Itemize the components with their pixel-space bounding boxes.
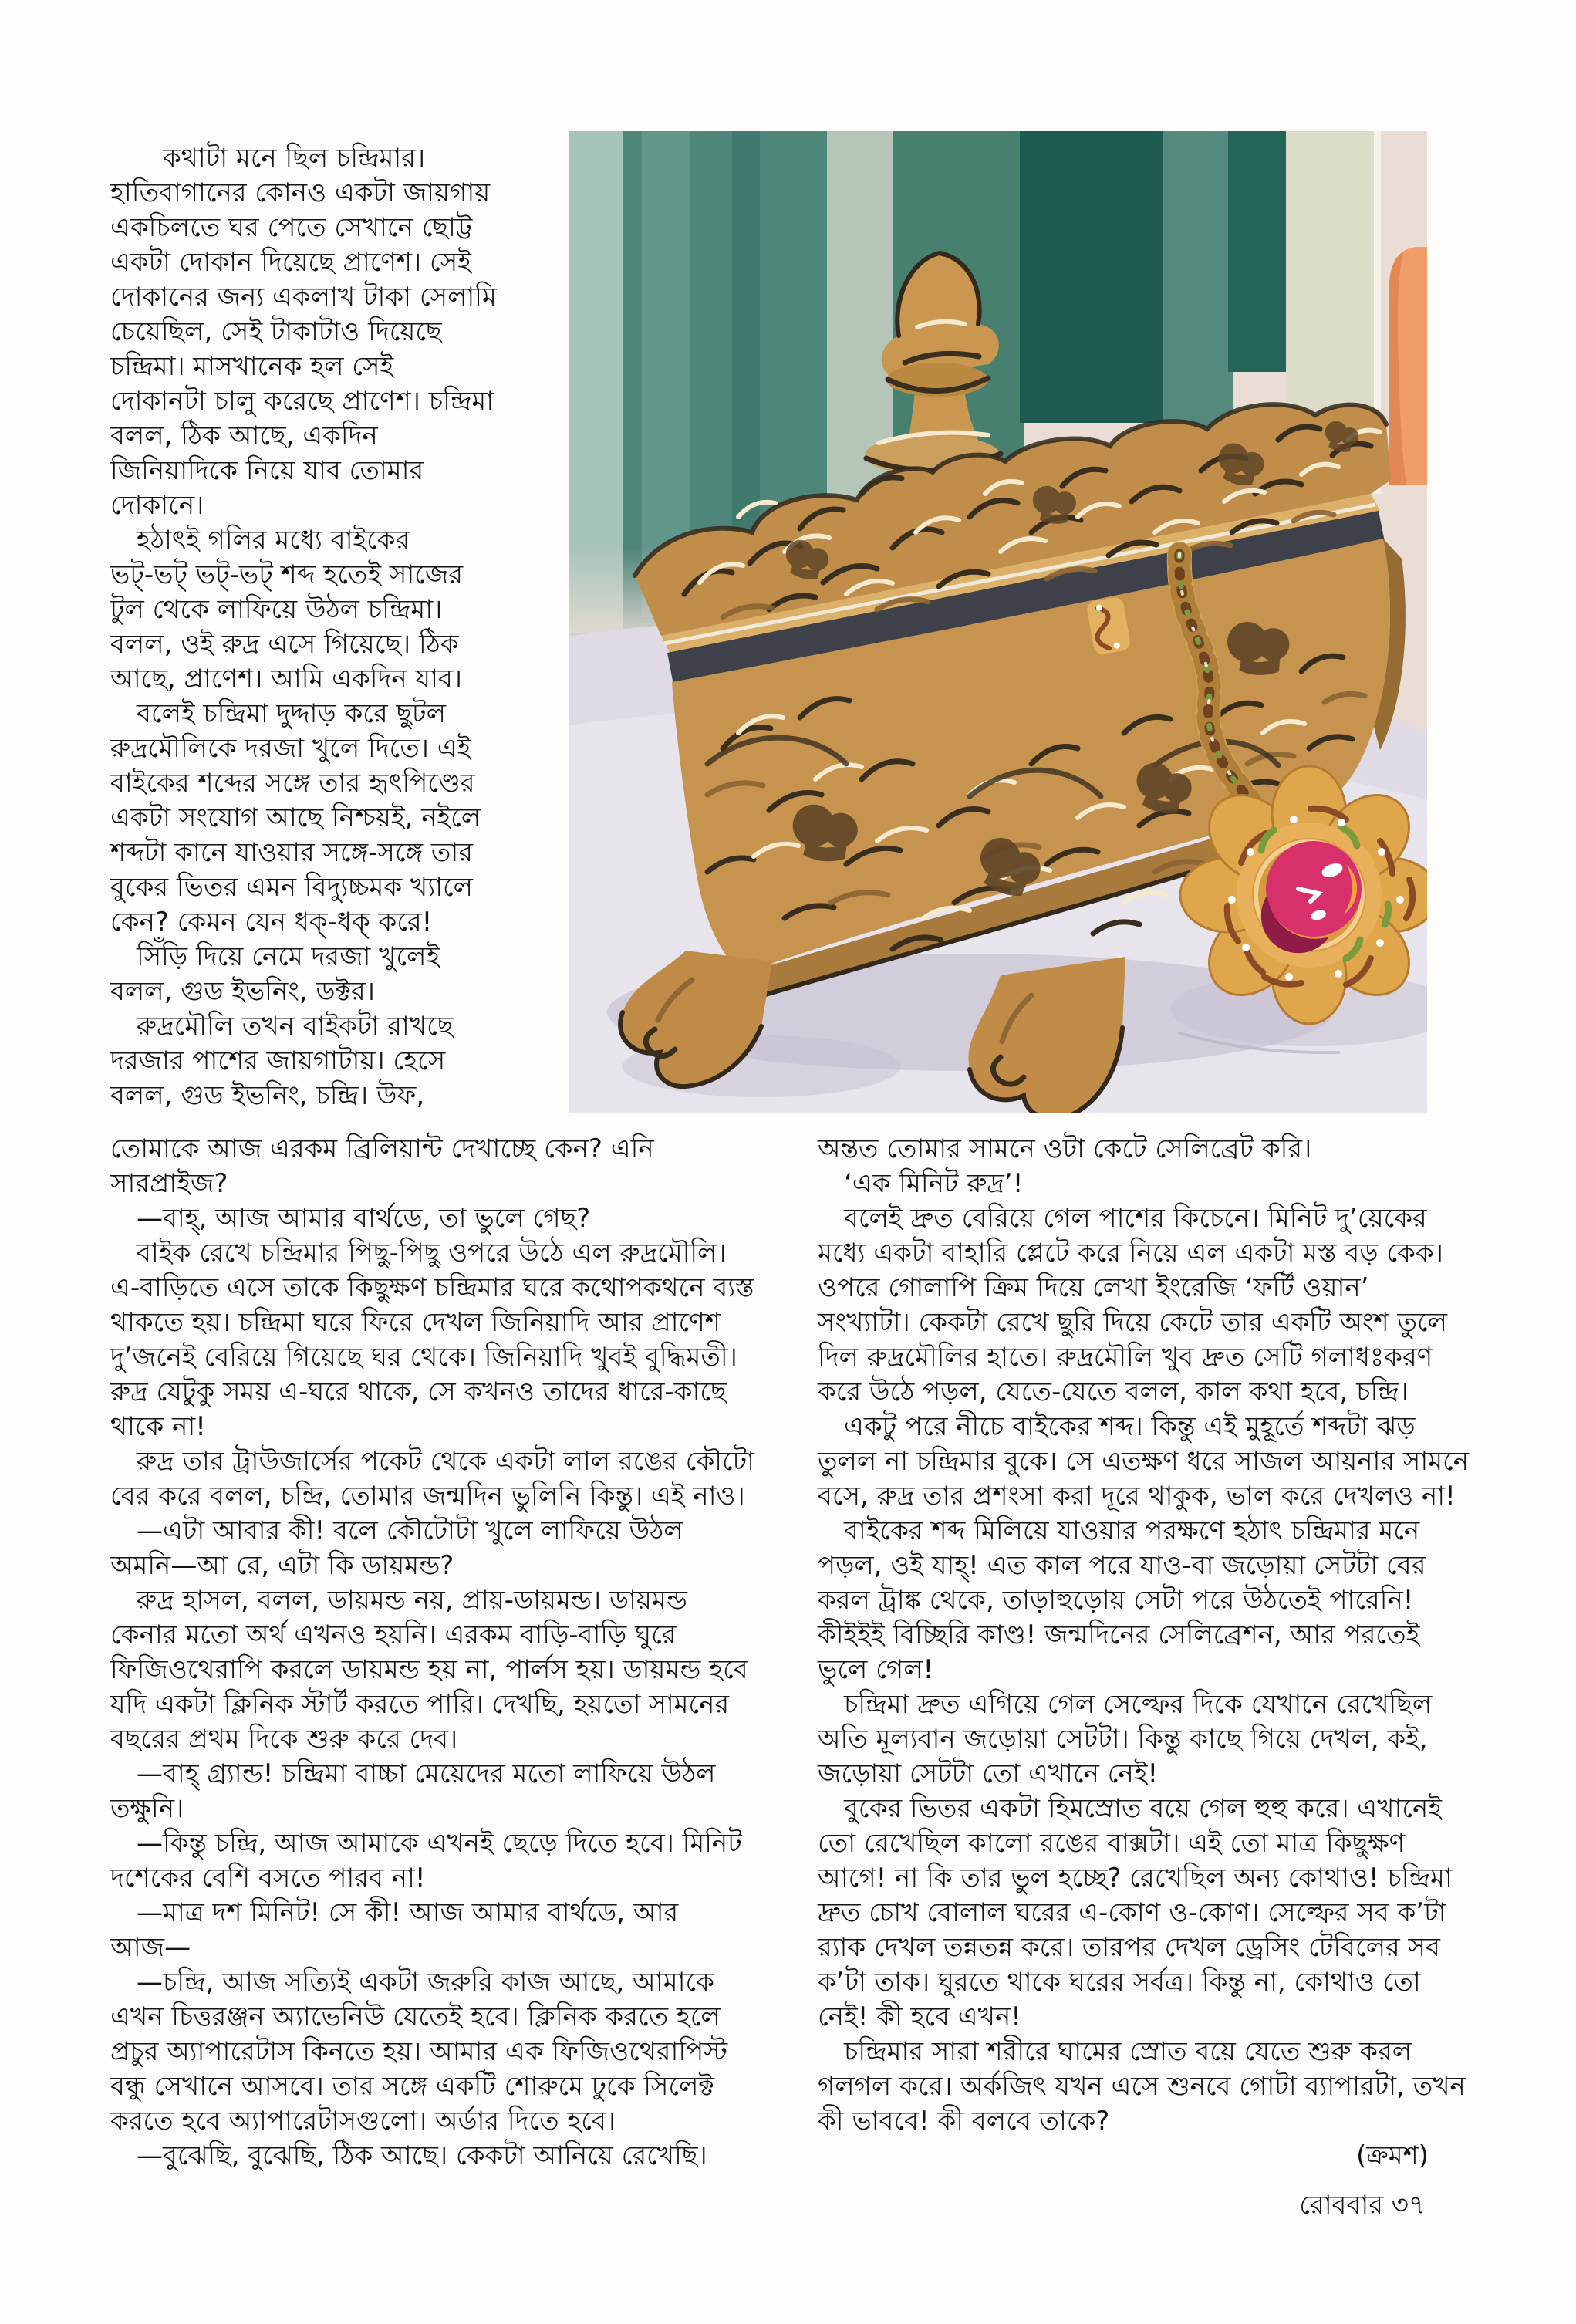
flower-pendant (1180, 766, 1427, 1024)
text-line: দু’জনেই বেরিয়ে গিয়েছে ঘর থেকে। জিনিয়াদি খুবই বুদ্ধিমতী। (110, 1342, 737, 1373)
text-line: বুকের ভিতর এমন বিদ্যুচ্চমক খ্যালে (110, 872, 473, 903)
text-line: সংখ্যাটা। কেকটা রেখে ছুরি দিয়ে কেটে তার একটি অংশ তুলে (818, 1307, 1447, 1338)
text-line: কীইইই বিচ্ছিরি কাণ্ড! জন্মদিনের সেলিব্রেশন, আর পরতেই (818, 1620, 1420, 1650)
text-line: সারপ্রাইজ? (110, 1168, 228, 1199)
text-line: জিনিয়াদিকে নিয়ে যাব তোমার (110, 455, 424, 486)
text-line: করল ট্রাঙ্ক থেকে, তাড়াহুড়োয় সেটা পরে উঠতেই পারেনি! (818, 1585, 1414, 1616)
text-line: একটু পরে নীচে বাইকের শব্দ। কিন্তু এই মুহূর্তে শব্দটা ঝড় (818, 1411, 1416, 1442)
text-line: দিল রুদ্রমৌলির হাতে। রুদ্রমৌলি খুব দ্রুত সেটি গলাধঃকরণ (818, 1342, 1433, 1373)
story-column-left (110, 1132, 789, 2174)
text-line: থাকে না! (110, 1411, 206, 1442)
text-line: থাকতে হয়। চন্দ্রিমা ঘরে ফিরে দেখল জিনিয়াদি আর প্রাণেশ (110, 1307, 721, 1338)
text-line: করতে হবে অ্যাপারেটাসগুলো। অর্ডার দিতে হবে। (110, 2106, 616, 2137)
text-line: দ্রুত চোখ বোলাল ঘরের এ-কোণ ও-কোণ। সেল্ফের সব ক’টা (818, 1897, 1446, 1928)
text-line: শব্দটা কানে যাওয়ার সঙ্গে-সঙ্গে তার (110, 837, 473, 868)
text-line: দশেকের বেশি বসতে পারব না! (110, 1863, 426, 1893)
text-line: —মাত্র দশ মিনিট! সে কী! আজ আমার বার্থডে, আর (110, 1897, 679, 1928)
text-line: অমনি—আ রে, এটা কি ডায়মন্ড? (110, 1550, 454, 1581)
text-line: ফিজিওথেরাপি করলে ডায়মন্ড হয় না, পার্লস হয়। ডায়মন্ড হবে (110, 1654, 748, 1685)
text-line: বের করে বলল, চন্দ্রি, তোমার জন্মদিন ভুলিনি কিন্তু। এই নাও। (110, 1481, 745, 1512)
text-line: বাইকের শব্দের সঙ্গে তার হৃৎপিণ্ডের (110, 768, 475, 799)
text-line: করে উঠে পড়ল, যেতে-যেতে বলল, কাল কথা হবে, চন্দ্রি। (818, 1376, 1409, 1407)
text-line: আছে, প্রাণেশ। আমি একদিন যাব। (110, 664, 463, 694)
text-line: এখন চিত্তরঞ্জন অ্যাভেনিউ যেতেই হবে। ক্লিনিক করতে হলে (110, 2001, 721, 2032)
text-line: —বাহ্ গ্র্যান্ড! চন্দ্রিমা বাচ্চা মেয়েদের মতো লাফিয়ে উঠল (110, 1758, 716, 1789)
text-line: চন্দ্রিমা দ্রুত এগিয়ে গেল সেল্ফের দিকে যেখানে রেখেছিল (818, 1689, 1433, 1720)
text-line: দোকানে। (110, 490, 204, 521)
text-line: রুদ্র হাসল, বলল, ডায়মন্ড নয়, প্রায়-ডায়মন্ড। ডায়মন্ড (110, 1585, 687, 1616)
text-line: ওপরে গোলাপি ক্রিম দিয়ে লেখা ইংরেজি ‘ফর্টি ওয়ান’ (818, 1272, 1369, 1303)
continuation-note: (ক্রমশ) (1356, 2140, 1429, 2171)
text-line: ভুলে গেল! (818, 1654, 934, 1685)
text-line: রুদ্রমৌলিকে দরজা খুলে দিতে। এই (110, 733, 471, 764)
text-line: রুদ্র যেটুকু সময় এ-ঘরে থাকে, সে কখনও তাদের ধারে-কাছে (110, 1376, 727, 1407)
text-line: কী ভাববে! কী বলবে তাকে? (818, 2106, 1110, 2137)
text-line: কেন? কেমন যেন ধক্-ধক্ করে! (110, 907, 433, 937)
text-line: বন্ধু সেখানে আসবে। তার সঙ্গে একটি শোরুমে ঢুকে সিলেক্ট (110, 2071, 714, 2102)
text-line: বুকের ভিতর একটা হিমস্রোত বয়ে গেল হুহু করে। এখানেই (818, 1793, 1442, 1824)
intro-column (110, 141, 569, 1113)
text-line: দোকানটা চালু করেছে প্রাণেশ। চন্দ্রিমা (110, 386, 494, 417)
text-line: বলল, গুড ইভনিং, ডক্টর। (110, 976, 375, 1007)
text-line: মধ্যে একটা বাহারি প্লেটে করে নিয়ে এল একটা মস্ত বড় কেক। (818, 1238, 1443, 1268)
text-line: নেই! কী হবে এখন! (818, 2001, 1021, 2032)
text-line: একটা দোকান দিয়েছে প্রাণেশ। সেই (110, 247, 471, 278)
text-line: একচিলতে ঘর পেতে সেখানে ছোট্ট (110, 212, 473, 243)
text-line: কেনার মতো অর্থ এখনও হয়নি। এরকম বাড়ি-বাড়ি ঘুরে (110, 1620, 677, 1650)
text-line: রুদ্রমৌলি তখন বাইকটা রাখছে (110, 1011, 454, 1042)
text-line: —চন্দ্রি, আজ সত্যিই একটা জরুরি কাজ আছে, আমাকে (110, 1967, 714, 1998)
text-line: —কিন্তু চন্দ্রি, আজ আমাকে এখনই ছেড়ে দিতে হবে। মিনিট (110, 1828, 742, 1859)
text-line: বলল, গুড ইভনিং, চন্দ্রি। উফ, (110, 1080, 425, 1111)
text-line: আগে! না কি তার ভুল হচ্ছে? রেখেছিল অন্য কোথাও! চন্দ্রিমা (818, 1863, 1453, 1893)
text-line: বলেই চন্দ্রিমা দুদ্দাড় করে ছুটল (110, 698, 446, 729)
text-line: পড়ল, ওই যাহ্! এত কাল পরে যাও-বা জড়োয়া সেটটা বের (818, 1550, 1426, 1581)
text-line: আজ— (110, 1932, 191, 1963)
text-line: দরজার পাশের জায়গাটায়। হেসে (110, 1045, 446, 1076)
text-line: —এটা আবার কী! বলে কৌটোটা খুলে লাফিয়ে উঠল (110, 1515, 683, 1546)
text-line: যদি একটা ক্লিনিক স্টার্ট করতে পারি। দেখছি, হয়তো সামনের (110, 1689, 730, 1720)
text-line: —বাহ্, আজ আমার বার্থডে, তা ভুলে গেছ? (110, 1203, 591, 1234)
page-footer: রোববার ৩৭ (1299, 2190, 1426, 2221)
text-line: প্রচুর অ্যাপারেটাস কিনতে হয়। আমার এক ফিজিওথেরাপিস্ট (110, 2036, 728, 2067)
text-line: চন্দ্রিমা। মাসখানেক হল সেই (110, 351, 394, 382)
text-line: চন্দ্রিমার সারা শরীরে ঘামের স্রোত বয়ে যেতে শুরু করল (818, 2036, 1412, 2067)
text-line: অন্তত তোমার সামনে ওটা কেটে সেলিব্রেট করি। (818, 1133, 1312, 1164)
text-line: টুল থেকে লাফিয়ে উঠল চন্দ্রিমা। (110, 594, 443, 625)
text-line: বসে, রুদ্র তার প্রশংসা করা দূরে থাকুক, ভাল করে দেখলও না! (818, 1481, 1456, 1512)
text-line: তুলল না চন্দ্রিমার বুকে। সে এতক্ষণ ধরে সাজল আয়নার সামনে (818, 1446, 1470, 1477)
text-line: তো রেখেছিল কালো রঙের বাক্সটা। এই তো মাত্র কিছুক্ষণ (818, 1828, 1406, 1859)
text-line: তক্ষুনি। (110, 1793, 184, 1824)
text-line: বলেই দ্রুত বেরিয়ে গেল পাশের কিচেনে। মিনিট দু’য়েকের (818, 1203, 1427, 1234)
text-line: ‘এক মিনিট রুদ্র’! (818, 1168, 1024, 1199)
text-line: অতি মূল্যবান জড়োয়া সেটটা। কিন্তু কাছে গিয়ে দেখল, কই, (818, 1724, 1428, 1755)
text-line: একটা সংযোগ আছে নিশ্চয়ই, নইলে (110, 802, 481, 833)
text-line: বাইক রেখে চন্দ্রিমার পিছু-পিছু ওপরে উঠে এল রুদ্রমৌলি। (110, 1238, 727, 1268)
text-line: কথাটা মনে ছিল চন্দ্রিমার। (110, 143, 426, 174)
text-line: হঠাৎই গলির মধ্যে বাইকের (110, 525, 410, 556)
text-line: বলল, ওই রুদ্র এসে গিয়েছে। ঠিক (110, 629, 459, 660)
text-line: বাইকের শব্দ মিলিয়ে যাওয়ার পরক্ষণে হঠাৎ চন্দ্রিমার মনে (818, 1515, 1420, 1546)
story-column-right (818, 1132, 1497, 2139)
text-line: হাতিবাগানের কোনও একটা জায়গায় (110, 177, 491, 208)
text-line: চেয়েছিল, সেই টাকাটাও দিয়েছে (110, 316, 442, 347)
text-line: গলগল করে। অর্কজিৎ যখন এসে শুনবে গোটা ব্যাপারটা, তখন (818, 2071, 1466, 2102)
text-line: বলল, ঠিক আছে, একদিন (110, 421, 378, 451)
text-line: ভট্-ভট্ ভট্-ভট্ শব্দ হতেই সাজের (110, 559, 464, 590)
text-line: সিঁড়ি দিয়ে নেমে দরজা খুলেই (110, 941, 440, 972)
text-line: ক’টা তাক। ঘুরতে থাকে ঘরের সর্বত্র। কিন্তু না, কোথাও তো (818, 1967, 1421, 1998)
text-line: জড়োয়া সেটটা তো এখানে নেই! (818, 1758, 1159, 1789)
text-line: এ-বাড়িতে এসে তাকে কিছুক্ষণ চন্দ্রিমার ঘরে কথোপকথনে ব্যস্ত (110, 1272, 754, 1303)
text-line: দোকানের জন্য একলাখ টাকা সেলামি (110, 282, 497, 312)
text-line: বছরের প্রথম দিকে শুরু করে দেব। (110, 1724, 458, 1755)
text-line: তোমাকে আজ এরকম ব্রিলিয়ান্ট দেখাচ্ছে কেন? এনি (110, 1133, 654, 1164)
jewellery-box-illustration (569, 131, 1427, 1113)
text-line: —বুঝেছি, বুঝেছি, ঠিক আছে। কেকটা আনিয়ে রেখেছি। (110, 2140, 707, 2171)
text-line: রুদ্র তার ট্রাউজার্সের পকেট থেকে একটা লাল রঙের কৌটো (110, 1446, 755, 1477)
text-line: র‍্যাক দেখল তন্নতন্ন করে। তারপর দেখল ড্রেসিং টেবিলের সব (818, 1932, 1440, 1963)
